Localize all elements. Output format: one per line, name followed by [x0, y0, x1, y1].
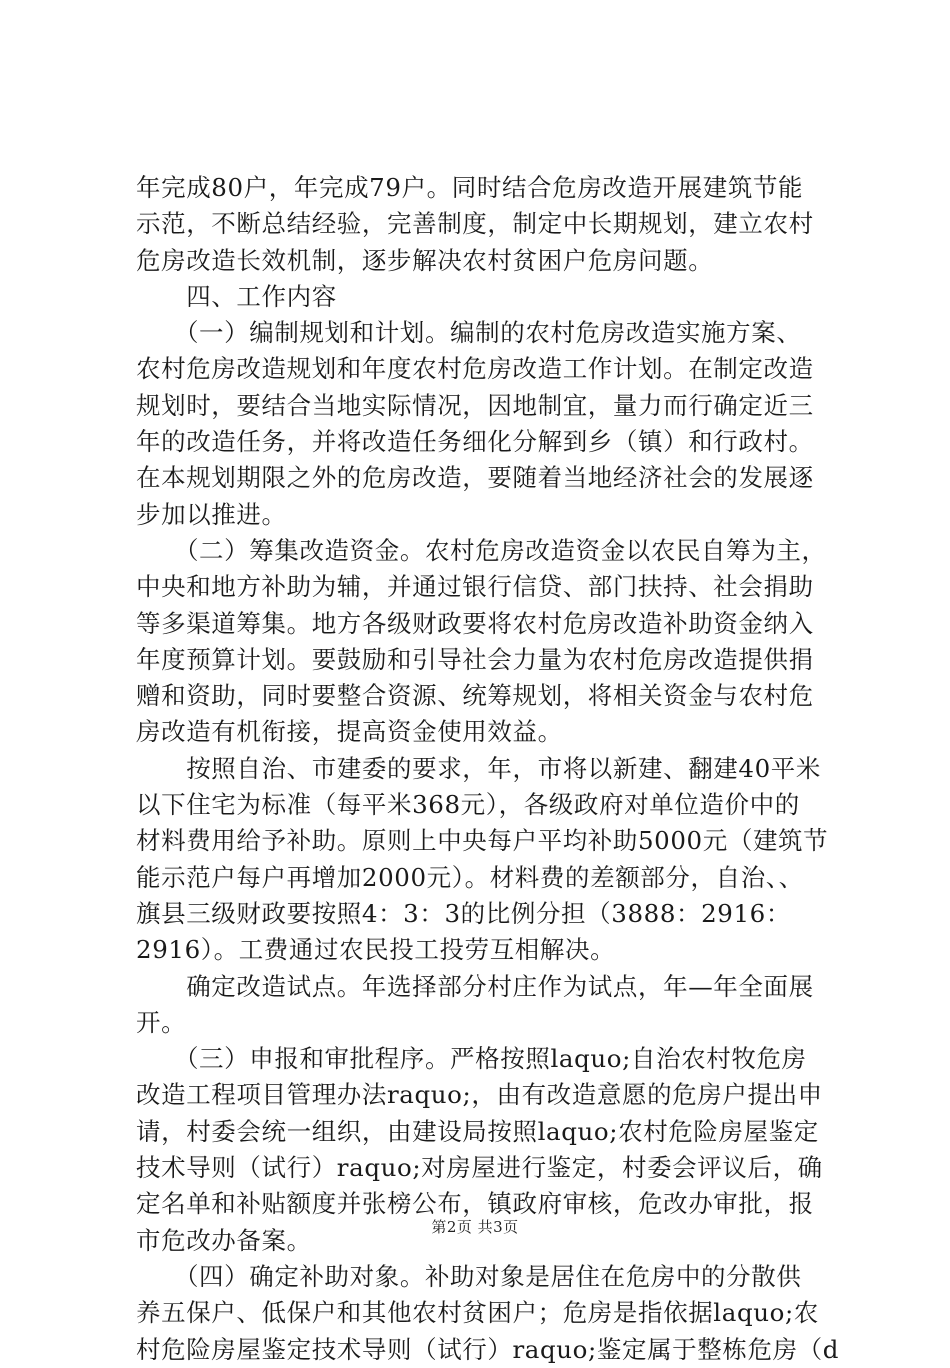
text-line: 村危险房屋鉴定技术导则（试行）raquo;鉴定属于整栋危房（d: [136, 1334, 840, 1364]
text-line: 材料费用给予补助。原则上中央每户平均补助5000元（建筑节: [136, 826, 829, 856]
text-line: 市危改办备案。: [136, 1225, 312, 1255]
text-line: 步加以推进。: [136, 499, 287, 529]
text-line: 房改造有机衔接，提高资金使用效益。: [136, 717, 563, 747]
text-line: （一）编制规划和计划。编制的农村危房改造实施方案、: [136, 318, 802, 348]
text-line: 养五保户、低保户和其他农村贫困户；危房是指依据laquo;农: [136, 1298, 819, 1328]
text-line: 规划时，要结合当地实际情况，因地制宜，量力而行确定近三: [136, 390, 814, 420]
text-line: 等多渠道筹集。地方各级财政要将农村危房改造补助资金纳入: [136, 608, 814, 638]
text-line: 确定改造试点。年选择部分村庄作为试点，年—年全面展: [136, 971, 814, 1001]
text-line: 四、工作内容: [136, 281, 337, 311]
text-line: （二）筹集改造资金。农村危房改造资金以农民自筹为主，: [136, 535, 827, 565]
text-line: 在本规划期限之外的危房改造，要随着当地经济社会的发展逐: [136, 463, 814, 493]
text-line: 技术导则（试行）raquo;对房屋进行鉴定，村委会评议后，确: [136, 1153, 823, 1183]
text-line: 能示范户每户再增加2000元）。材料费的差额部分，自治、、: [136, 862, 804, 892]
text-line: 赠和资助，同时要整合资源、统筹规划，将相关资金与农村危: [136, 681, 814, 711]
text-line: 示范，不断总结经验，完善制度，制定中长期规划，建立农村: [136, 209, 814, 239]
text-line: 改造工程项目管理办法raquo;，由有改造意愿的危房户提出申: [136, 1080, 823, 1110]
text-line: （四）确定补助对象。补助对象是居住在危房中的分散供: [136, 1261, 802, 1291]
text-line: 危房改造长效机制，逐步解决农村贫困户危房问题。: [136, 245, 714, 275]
text-line: 年度预算计划。要鼓励和引导社会力量为农村危房改造提供捐: [136, 644, 814, 674]
text-line: 以下住宅为标准（每平米368元），各级政府对单位造价中的: [136, 790, 800, 820]
text-line: 年完成80户，年完成79户。同时结合危房改造开展建筑节能: [136, 173, 804, 202]
text-line: 定名单和补贴额度并张榜公布，镇政府审核，危改办审批，报: [136, 1189, 814, 1219]
text-line: 请，村委会统一组织，由建设局按照laquo;农村危险房屋鉴定: [136, 1116, 819, 1146]
text-line: 中央和地方补助为辅，并通过银行信贷、部门扶持、社会捐助: [136, 572, 814, 602]
text-line: 开。: [136, 1007, 187, 1037]
text-line: （三）申报和审批程序。严格按照laquo;自治农村牧危房: [136, 1044, 807, 1074]
text-line: 旗县三级财政要按照4：3：3的比例分担（3888：2916：: [136, 898, 791, 928]
page-footer: 第2页 共3页: [431, 1218, 519, 1236]
body-text: [136, 170, 840, 1368]
text-line: 农村危房改造规划和年度农村危房改造工作计划。在制定改造: [136, 354, 814, 384]
text-line: 年的改造任务，并将改造任务细化分解到乡（镇）和行政村。: [136, 427, 814, 457]
text-line: 2916）。工费通过农民投工投劳互相解决。: [136, 935, 616, 965]
text-line: 按照自治、市建委的要求，年，市将以新建、翻建40平米: [136, 753, 821, 783]
